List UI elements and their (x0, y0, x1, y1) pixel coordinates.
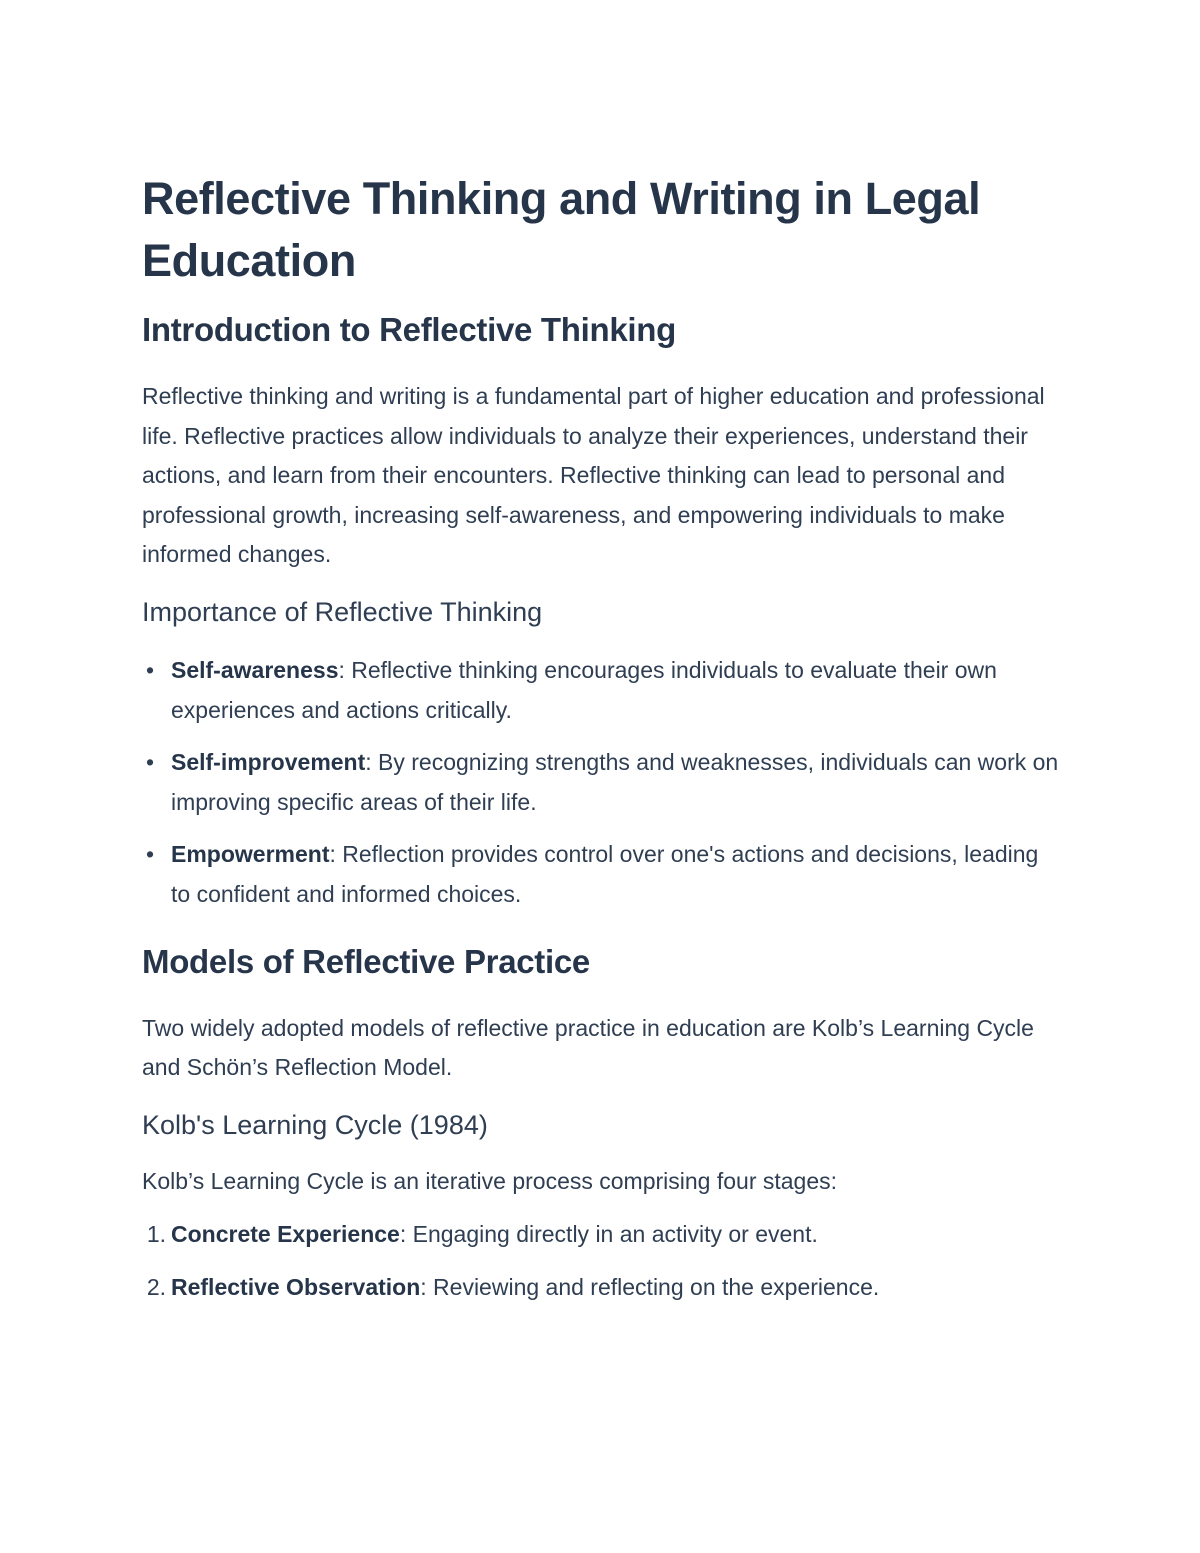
document-title: Reflective Thinking and Writing in Legal Education (142, 173, 981, 286)
bullet-icon: • (145, 749, 155, 776)
document-page (142, 168, 1062, 1308)
list-item-term: Self-awareness (171, 656, 339, 683)
list-item-term: Self-improvement (171, 749, 366, 776)
bullet-icon: • (145, 656, 155, 683)
list-item-text: : Reflection provides control over one's actions and decisions, leading to confident and informed choices. (171, 841, 1039, 907)
list-item-term: Reflective Observation (171, 1273, 421, 1300)
list-item-text: : Engaging directly in an activity or event. (399, 1221, 818, 1248)
list-item-text: : By recognizing strengths and weaknesses, individuals can work on improving specific areas of their life. (171, 749, 1059, 815)
importance-list (142, 651, 1062, 915)
kolb-paragraph: Kolb’s Learning Cycle is an iterative process comprising four stages: (142, 1167, 838, 1194)
subsection-heading-importance: Importance of Reflective Thinking (142, 596, 543, 627)
list-item (142, 1268, 1062, 1308)
list-item (142, 1215, 1062, 1255)
list-item (142, 743, 1062, 822)
introduction-paragraph: Reflective thinking and writing is a fundamental part of higher education and professional life. Reflective practices allow individuals to analyze their experiences, understand their actions, and learn from their encounters. Reflective thinking can lead to personal and professional growth, increasing self-awareness, and empowering individuals to make informed changes. (142, 383, 1045, 568)
list-item-text: : Reflective thinking encourages individuals to evaluate their own experiences and actions critically. (171, 656, 997, 723)
models-paragraph: Two widely adopted models of reflective practice in education are Kolb’s Learning Cycle and Schön’s Reflection Model. (142, 1014, 1034, 1081)
section-heading-introduction: Introduction to Reflective Thinking (142, 311, 677, 348)
kolb-stages-list (142, 1215, 1062, 1307)
list-item (142, 835, 1062, 914)
list-item-text: : Reviewing and reflecting on the experience. (420, 1273, 880, 1300)
subsection-heading-kolb: Kolb's Learning Cycle (1984) (142, 1109, 488, 1140)
list-item-term: Empowerment (171, 841, 330, 868)
list-item-number: 2. (146, 1273, 166, 1300)
list-item-number: 1. (146, 1221, 166, 1248)
section-heading-models: Models of Reflective Practice (142, 942, 590, 980)
list-item-term: Concrete Experience (171, 1221, 400, 1248)
list-item (142, 651, 1062, 730)
bullet-icon: • (145, 841, 155, 868)
